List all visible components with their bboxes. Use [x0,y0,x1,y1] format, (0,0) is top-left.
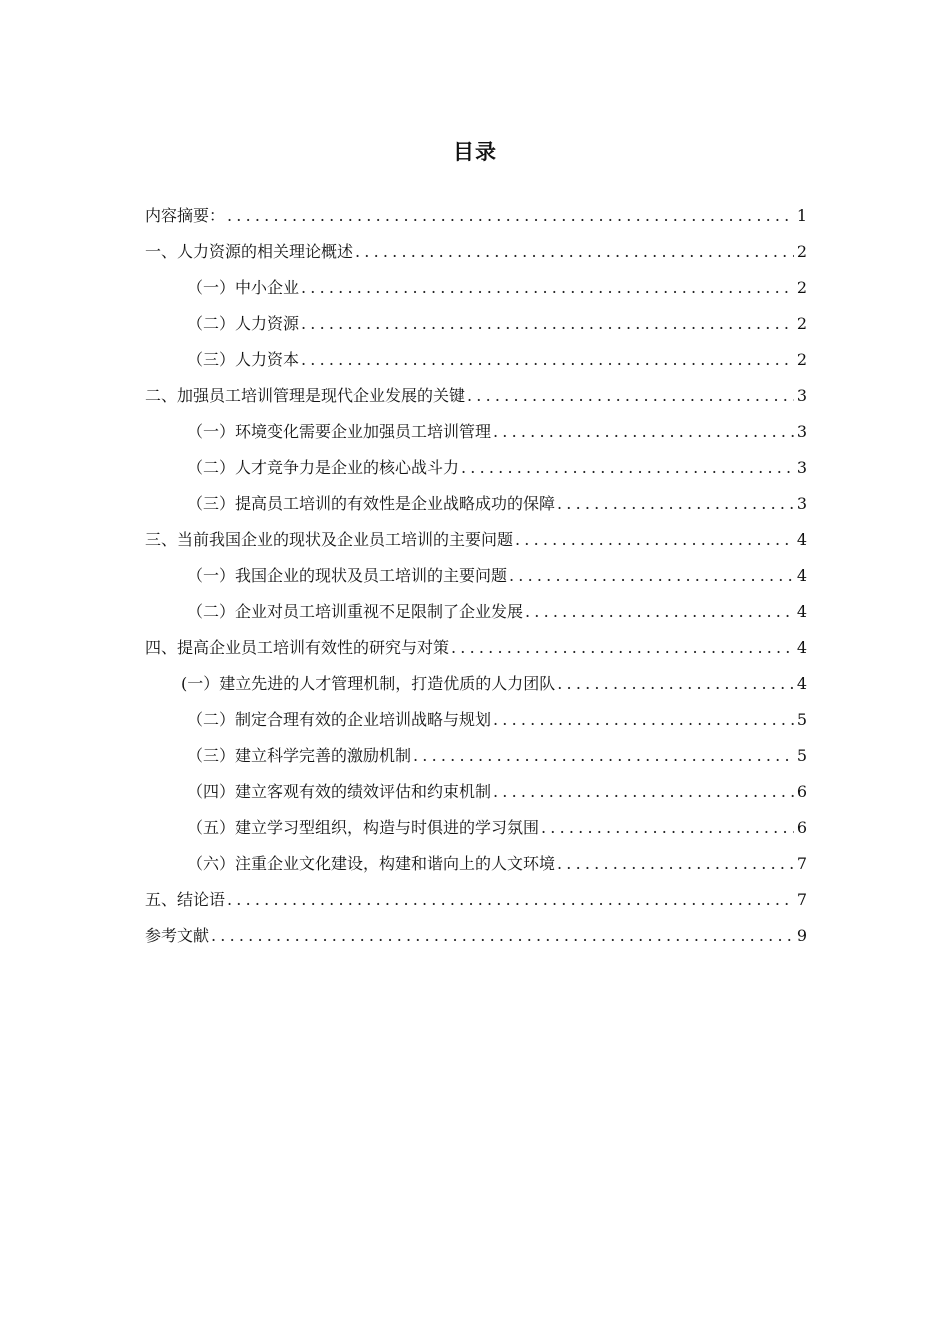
toc-dot-leader [525,594,794,630]
toc-entry[interactable] [145,450,807,486]
toc-page-number: 5 [796,710,807,729]
toc-page-number: 4 [796,602,807,621]
toc-dot-leader [493,774,794,810]
toc-entry-label: 二、加强员工培训管理是现代企业发展的关键 [145,386,466,405]
toc-page-number: 2 [796,278,807,297]
toc-entry[interactable] [145,306,807,342]
toc-page-number: 4 [796,530,807,549]
toc-entry-label: 参考文献 [145,926,210,945]
toc-entry[interactable] [145,738,807,774]
toc-entry[interactable] [145,846,807,882]
toc-entry-label: （三）人力资本 [187,350,300,369]
toc-page-number: 6 [796,818,807,837]
toc-entry-label: （二）企业对员工培训重视不足限制了企业发展 [187,602,524,621]
toc-entry-label: 五、结论语 [145,890,226,909]
toc-page-number: 3 [796,386,807,405]
toc-entry[interactable] [145,378,807,414]
toc-entry[interactable] [145,558,807,594]
toc-entry[interactable] [145,882,807,918]
toc-dot-leader [541,810,794,846]
toc-page-number: 9 [796,926,807,945]
toc-dot-leader [515,522,794,558]
toc-entry-label: （六）注重企业文化建设，构建和谐向上的人文环境 [187,854,556,873]
toc-entry[interactable] [145,918,807,954]
toc-dot-leader [227,882,794,918]
toc-entry[interactable] [145,630,807,666]
toc-entry-label: （一）中小企业 [187,278,300,297]
toc-page-number: 3 [796,422,807,441]
toc-entry-label: （五）建立学习型组织，构造与时俱进的学习氛围 [187,818,540,837]
toc-entry-label: (一）建立先进的人才管理机制，打造优质的人力团队 [181,674,556,693]
toc-entry[interactable] [145,486,807,522]
toc-entry-label: （一）我国企业的现状及员工培训的主要问题 [187,566,508,585]
toc-dot-leader [211,918,794,954]
toc-entry-label: （三）提高员工培训的有效性是企业战略成功的保障 [187,494,556,513]
toc-dot-leader [355,234,794,270]
toc-entry-label: （三）建立科学完善的激励机制 [187,746,412,765]
toc-entry-label: （四）建立客观有效的绩效评估和约束机制 [187,782,492,801]
toc-entry[interactable] [145,594,807,630]
toc-entry[interactable] [145,522,807,558]
toc-entry[interactable] [145,198,807,234]
toc-page-number: 2 [796,350,807,369]
toc-entry[interactable] [145,414,807,450]
toc-entry-label: 四、提高企业员工培训有效性的研究与对策 [145,638,450,657]
toc-title: 目录 [453,139,497,164]
toc-dot-leader [461,450,794,486]
toc-page-number: 1 [796,206,807,225]
toc-entry[interactable] [145,774,807,810]
toc-dot-leader [413,738,794,774]
toc-dot-leader [493,414,794,450]
toc-dot-leader [227,198,794,234]
toc-page-number: 4 [796,566,807,585]
toc-dot-leader [493,702,794,738]
toc-page-number: 6 [796,782,807,801]
toc-page-number: 2 [796,314,807,333]
toc-entry[interactable] [145,666,807,702]
toc-entry-label: （二）人力资源 [187,314,300,333]
toc-dot-leader [301,306,794,342]
toc-dot-leader [301,270,794,306]
toc-entry[interactable] [145,234,807,270]
toc-dot-leader [467,378,794,414]
toc-page-number: 2 [796,242,807,261]
toc-dot-leader [301,342,794,378]
toc-page-number: 3 [796,458,807,477]
toc-entry[interactable] [145,270,807,306]
toc-entry-label: 内容摘要： [145,206,226,225]
toc-page-number: 3 [796,494,807,513]
toc-entry-label: （一）环境变化需要企业加强员工培训管理 [187,422,492,441]
toc-entry[interactable] [145,342,807,378]
toc-entry-label: 三、当前我国企业的现状及企业员工培训的主要问题 [145,530,514,549]
toc-page-number: 7 [796,854,807,873]
toc-dot-leader [557,846,794,882]
toc-entry-label: （二）人才竞争力是企业的核心战斗力 [187,458,460,477]
toc-page-number: 7 [796,890,807,909]
toc-dot-leader [557,666,794,702]
toc-entry[interactable] [145,702,807,738]
toc-list [145,198,807,954]
toc-page-number: 4 [796,674,807,693]
toc-entry[interactable] [145,810,807,846]
toc-entry-label: （二）制定合理有效的企业培训战略与规划 [187,710,492,729]
toc-dot-leader [557,486,794,522]
toc-page-number: 4 [796,638,807,657]
toc-dot-leader [451,630,794,666]
toc-page-number: 5 [796,746,807,765]
toc-entry-label: 一、人力资源的相关理论概述 [145,242,354,261]
toc-dot-leader [509,558,794,594]
